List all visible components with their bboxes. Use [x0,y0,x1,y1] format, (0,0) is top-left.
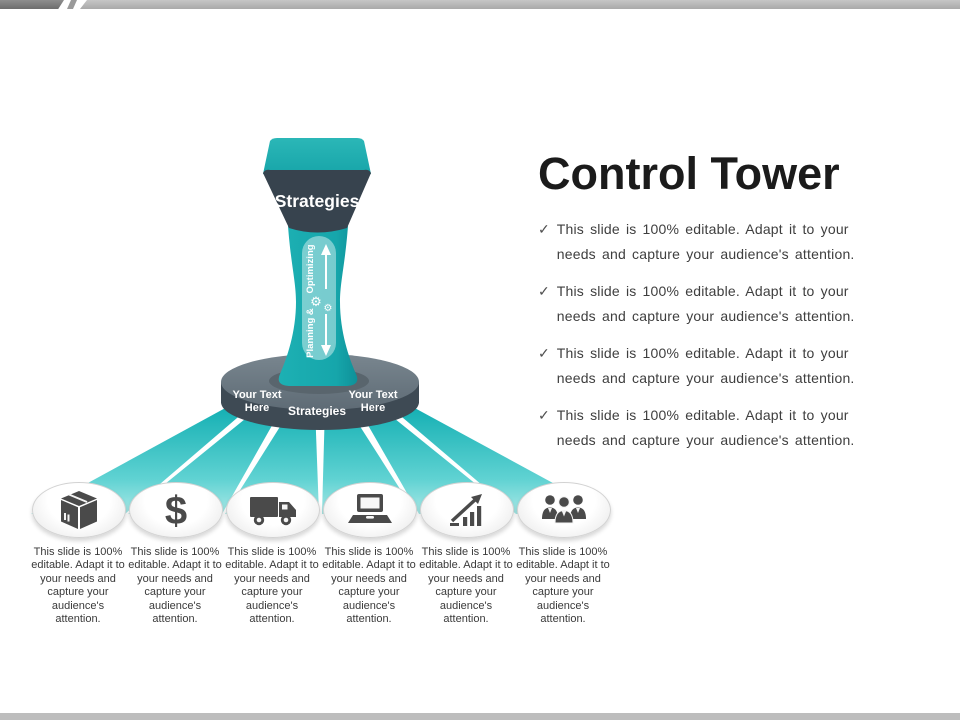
bullet-item [538,341,890,390]
station-oval [226,482,320,538]
station-caption: This slide is 100% editable. Adapt it to your needs and capture your audience's attention. [225,546,319,626]
shaft-label-optimizing: Optimizing [305,244,316,294]
station-oval [323,482,417,538]
checkmark-icon: ✓ [538,283,550,299]
checkmark-icon: ✓ [538,345,550,361]
page-title: Control Tower [538,148,840,199]
truck-icon [248,492,298,528]
dollar-icon [153,489,199,531]
checkmark-icon: ✓ [538,221,550,237]
growth-chart-icon [444,492,490,528]
station-oval [32,482,126,538]
tower-band-label: Strategies [274,191,360,211]
bullet-text: This slide is 100% editable. Adapt it to your needs and capture your audience's attention. [556,345,855,386]
station-caption: This slide is 100% editable. Adapt it to your needs and capture your audience's attention. [128,546,222,626]
top-bar-light-segment [80,0,960,9]
bullet-item [538,279,890,328]
bullet-text: This slide is 100% editable. Adapt it to your needs and capture your audience's attention. [556,407,855,448]
package-icon [56,489,102,531]
top-bar-dark-segment [0,0,64,9]
bullet-text: This slide is 100% editable. Adapt it to your needs and capture your audience's attention. [556,221,855,262]
laptop-icon [346,493,394,527]
station-caption: This slide is 100% editable. Adapt it to your needs and capture your audience's attention. [516,546,610,626]
checkmark-icon: ✓ [538,407,550,423]
station-oval [517,482,611,538]
station-oval [420,482,514,538]
bullet-text: This slide is 100% editable. Adapt it to your needs and capture your audience's attention. [556,283,855,324]
bullet-item [538,403,890,452]
shaft-label-planning: Planning & [305,308,316,358]
gear-icon: ⚙ [310,295,322,310]
station-caption: This slide is 100% editable. Adapt it to your needs and capture your audience's attention. [31,546,125,626]
svg-text:$: $ [164,489,188,531]
bullet-list [538,217,890,465]
station-caption: This slide is 100% editable. Adapt it to your needs and capture your audience's attention. [419,546,513,626]
station-oval [129,482,223,538]
gear-icon: ⚙ [323,303,333,314]
bottom-bar [0,713,960,720]
base-label-center: Strategies [287,404,347,418]
bullet-item [538,217,890,266]
team-icon [540,493,588,527]
base-label-right: Your Text Here [348,389,398,414]
station-caption: This slide is 100% editable. Adapt it to your needs and capture your audience's attention. [322,546,416,626]
top-bar-stripe [67,0,77,9]
base-label-left: Your Text Here [232,389,282,414]
